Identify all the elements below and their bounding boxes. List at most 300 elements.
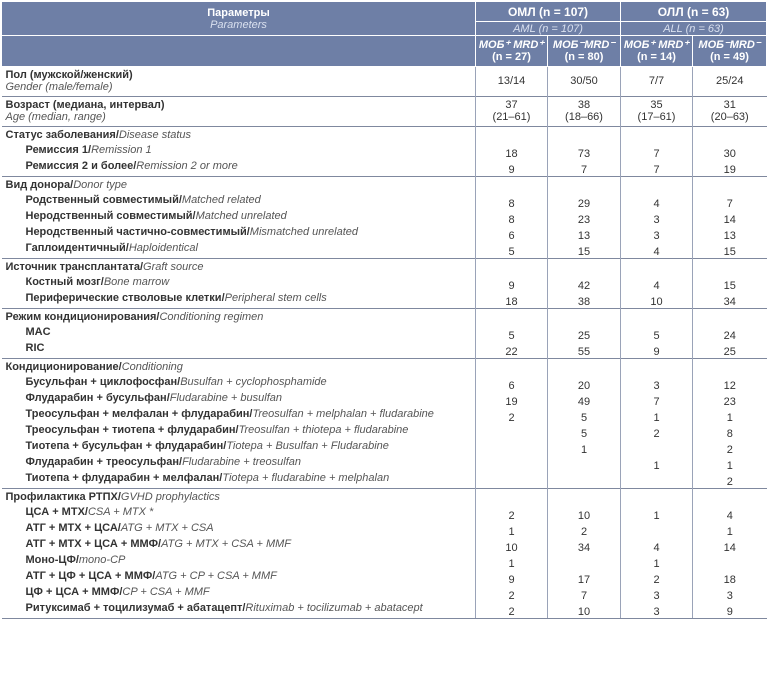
cell-value: 13 [723,230,736,242]
row-label-ru: ЦФ + ЦСА + ММФ/ [25,586,123,598]
table-cell [621,127,693,145]
table-cell [476,144,548,160]
table-cell [476,538,548,554]
table-cell [693,538,767,554]
table-row [2,408,767,424]
row-label-en: Peripheral stem cells [224,292,327,304]
aml-header [476,2,621,22]
table-row [2,538,767,554]
row-label [2,342,476,359]
table-cell [693,489,767,507]
table-cell [621,554,693,570]
cell-value: 35 [650,99,663,111]
table-group-row [2,127,767,145]
table-cell [621,160,693,177]
row-label-ru: Тиотепа + флударабин + мелфалан/ [25,472,223,484]
table-cell [548,376,621,392]
table-cell [693,392,767,408]
row-label-ru: Тиотепа + бусульфан + флударабин/ [25,440,227,452]
col-aml-mrd-pos [476,36,548,67]
row-label [2,242,476,259]
cell-value: 7/7 [648,75,665,87]
row-label-ru: Ремиссия 1/ [25,144,92,156]
cell-value-range: (17–61) [637,111,676,123]
col-all-mrd-neg-l1: МОБ⁻MRD⁻ [698,39,761,51]
table-cell [476,359,548,377]
table-cell [548,127,621,145]
table-cell [621,424,693,440]
table-row [2,242,767,259]
table-row [2,342,767,359]
row-label [2,586,476,602]
table-cell [693,554,767,570]
col-aml-mrd-neg-l2: (n = 80) [564,51,604,63]
table-cell [621,392,693,408]
cell-value: 1 [726,460,733,472]
cell-value: 3 [653,606,660,618]
table-group-row [2,489,767,507]
cell-value: 5 [580,412,588,424]
row-label-ru: Треосульфан + мелфалан + флударабин/ [25,408,253,420]
cell-value: 19 [505,396,518,408]
table-cell [548,309,621,327]
table-cell [621,570,693,586]
table-cell [476,127,548,145]
cell-value: 10 [650,296,663,308]
table-cell [476,292,548,309]
cell-value: 13/14 [497,75,526,87]
cell-value: 1 [653,558,660,570]
table-row [2,392,767,408]
table-row [2,570,767,586]
table-cell [548,538,621,554]
cell-value: 7 [653,148,660,160]
cell-value: 73 [577,148,591,160]
cell-value: 30/50 [570,75,598,87]
cell-value: 23 [723,396,736,408]
table-cell [621,359,693,377]
table-cell [693,506,767,522]
cell-value: 5 [508,330,515,342]
row-label-en: Disease status [118,129,192,141]
row-label [2,309,476,327]
row-label-en: Remission 2 or more [136,160,238,172]
table-cell [476,440,548,456]
cell-value: 18 [505,148,518,160]
parameters-header-en: Parameters [210,18,267,31]
table-cell [548,194,621,210]
table-row [2,506,767,522]
table-cell [548,440,621,456]
table-cell [621,67,693,97]
table-cell [621,472,693,489]
table-cell [548,67,621,97]
col-aml-mrd-pos-l1: МОБ⁺ MRD⁺ [478,39,545,51]
table-cell [621,177,693,195]
row-label-ru: Родственный совместимый/ [25,194,182,206]
cell-value: 2 [653,428,660,440]
table-cell [476,376,548,392]
table-cell [548,570,621,586]
all-header [621,2,767,22]
table-cell [621,276,693,292]
cell-value: 17 [577,574,591,586]
cell-value: 1 [726,526,733,538]
table-cell [693,194,767,210]
row-label-en: CP + CSA + MMF [122,586,210,598]
table-cell [693,570,767,586]
row-label [2,226,476,242]
row-label [2,408,476,424]
table-row [2,602,767,619]
cell-value: 12 [723,380,736,392]
table-cell [548,259,621,277]
table-cell [476,408,548,424]
row-label-ru: АТГ + МТХ + ЦСА/ [25,522,121,534]
table-cell [476,586,548,602]
table-cell [476,177,548,195]
cell-value: 38 [577,99,591,111]
table-cell [476,602,548,619]
row-label-ru: Периферические стволовые клетки/ [25,292,225,304]
table-cell [548,342,621,359]
cell-value: 7 [653,396,660,408]
table-cell [476,522,548,538]
row-label-ru: Гаплоидентичный/ [25,242,129,254]
table-cell [693,522,767,538]
table-cell [693,376,767,392]
cell-value: 9 [726,606,733,618]
row-label-ru: АТГ + ЦФ + ЦСА + ММФ/ [25,570,156,582]
row-label [2,440,476,456]
cell-value: 10 [505,542,518,554]
cell-value: 13 [577,230,591,242]
row-label [2,97,476,127]
cell-value: 34 [577,542,591,554]
table-row [2,194,767,210]
table-cell [548,326,621,342]
table-cell [476,160,548,177]
table-cell [693,160,767,177]
cell-value: 7 [726,198,733,210]
cell-value: 25/24 [716,75,744,87]
cell-value: 1 [653,460,660,472]
cell-value: 9 [508,280,515,292]
cell-value: 2 [508,412,515,424]
row-label [2,127,476,145]
table-cell [548,424,621,440]
table-cell [476,67,548,97]
table-cell [476,309,548,327]
table-cell [621,586,693,602]
row-label-en: Graft source [143,261,204,273]
cell-value: 2 [726,476,733,488]
table-cell [548,144,621,160]
cell-value: 31 [723,99,736,111]
row-label-en: Tiotepa + Busulfan + Fludarabine [226,440,389,452]
cell-value: 1 [580,444,588,456]
cell-value: 22 [505,346,518,358]
cell-value: 2 [508,590,515,602]
row-label [2,359,476,377]
row-label [2,554,476,570]
row-label-ru: Неродственный совместимый/ [25,210,196,222]
table-cell [476,489,548,507]
table-row [2,456,767,472]
row-label-ru: Моно-ЦФ/ [25,554,79,566]
cell-value: 2 [508,510,515,522]
cell-value: 9 [653,346,660,358]
cell-value: 9 [508,164,515,176]
table-group-row [2,177,767,195]
row-label [2,326,476,342]
row-label [2,292,476,309]
table-row [2,292,767,309]
row-label-ru: Флударабин + бусульфан/ [25,392,170,404]
col-all-mrd-neg-l2: (n = 49) [710,51,749,63]
table-row [2,276,767,292]
table-cell [476,242,548,259]
row-label-en: ATG + CP + CSA + MMF [155,570,277,582]
table-cell [621,408,693,424]
cell-value: 34 [723,296,736,308]
table-cell [476,392,548,408]
parameters-subheader-blank [2,36,476,67]
table-row [2,424,767,440]
row-label-en: Conditioning regimen [159,311,264,323]
cell-value-range: (18–66) [565,111,603,123]
table-cell [548,292,621,309]
cell-value: 4 [653,542,660,554]
cell-value: 3 [653,230,660,242]
cell-value: 18 [723,574,736,586]
row-label-en: GVHD prophylactics [120,491,220,503]
table-cell [693,226,767,242]
row-label-en: Treosulfan + thiotepa + fludarabine [238,424,409,436]
cell-value: 19 [723,164,736,176]
cell-value: 5 [508,246,515,258]
cell-value: 20 [577,380,591,392]
table-cell [476,506,548,522]
table-cell [548,554,621,570]
table-cell [621,376,693,392]
row-label [2,538,476,554]
table-group-row [2,97,767,127]
table-cell [476,342,548,359]
row-label-ru: Профилактика РТПХ/ [5,491,121,503]
row-label-en: Fludarabine + treosulfan [182,456,301,468]
row-label-en: Donor type [73,179,128,191]
row-label [2,276,476,292]
cell-value: 55 [577,346,591,358]
table-cell [693,359,767,377]
parameters-header-ru: Параметры [207,6,270,19]
table-cell [548,242,621,259]
table-cell [621,538,693,554]
row-label-en: Fludarabine + busulfan [169,392,282,404]
table-cell [621,456,693,472]
table-cell [621,226,693,242]
row-label-en: Conditioning [121,361,183,373]
cell-value-range: (21–61) [492,111,531,123]
table-cell [693,259,767,277]
table-cell [693,342,767,359]
table-cell [621,602,693,619]
table-cell [693,177,767,195]
table-cell [693,326,767,342]
row-label-ru: Бусульфан + циклофосфан/ [25,376,181,388]
cell-value: 3 [653,590,660,602]
table-cell [476,276,548,292]
cell-value: 38 [577,296,591,308]
table-cell [476,570,548,586]
table-row [2,440,767,456]
table-cell [476,456,548,472]
table-cell [476,194,548,210]
table-cell [693,440,767,456]
cell-value: 6 [508,380,515,392]
table-cell [621,194,693,210]
table-row [2,522,767,538]
row-label [2,160,476,177]
table-cell [693,309,767,327]
row-label-ru: Возраст (медиана, интервал) [5,99,165,111]
table-cell [621,522,693,538]
cell-value: 2 [508,606,515,618]
row-label-ru: Неродственный частично-совместимый/ [25,226,250,238]
table-cell [548,392,621,408]
col-aml-mrd-neg [548,36,621,67]
cell-value: 3 [653,380,660,392]
row-label-ru: MAC [25,326,51,338]
row-label [2,424,476,440]
cell-value: 25 [723,346,736,358]
row-label-en: Tiotepa + fludarabine + melphalan [222,472,390,484]
cell-value: 1 [508,526,515,538]
table-cell [621,144,693,160]
table-row [2,160,767,177]
cell-value: 14 [723,542,736,554]
table-cell [621,242,693,259]
cell-value: 7 [580,164,588,176]
table-cell [476,472,548,489]
cell-value: 15 [577,246,591,258]
row-label [2,67,476,97]
row-label-en: mono-CP [78,554,126,566]
cell-value: 29 [577,198,591,210]
all-header-ru: ОЛЛ (n = 63) [657,4,730,19]
row-label-en: Mismatched unrelated [249,226,359,238]
row-label [2,506,476,522]
table-cell [548,472,621,489]
row-label-en: Gender (male/female) [5,81,113,93]
table-cell [621,506,693,522]
cell-value: 4 [726,510,733,522]
cell-value: 4 [653,280,660,292]
col-aml-mrd-pos-l2: (n = 27) [492,51,531,63]
cell-value: 2 [580,526,588,538]
cell-value: 10 [577,606,591,618]
row-label-ru: Статус заболевания/ [5,129,119,141]
row-label [2,392,476,408]
table-cell [548,522,621,538]
aml-header-ru: ОМЛ (n = 107) [507,4,589,19]
table-cell [476,226,548,242]
cell-value: 25 [577,330,591,342]
table-cell [621,440,693,456]
row-label-en: Bone marrow [103,276,170,288]
cell-value: 4 [653,246,660,258]
row-label [2,602,476,619]
table-row [2,210,767,226]
col-all-mrd-pos-l1: МОБ⁺ MRD⁺ [623,39,690,51]
row-label [2,456,476,472]
table-cell [693,602,767,619]
patient-characteristics-table [1,1,767,619]
cell-value: 3 [726,590,733,602]
table-cell [621,259,693,277]
table-cell [476,326,548,342]
table-cell [693,276,767,292]
table-cell [693,472,767,489]
table-cell [693,127,767,145]
table-cell [548,408,621,424]
table-cell [548,489,621,507]
row-label-ru: Ремиссия 2 и более/ [25,160,137,172]
col-aml-mrd-neg-l1: МОБ⁻MRD⁻ [552,39,616,51]
row-label [2,144,476,160]
table-cell [621,292,693,309]
row-label [2,194,476,210]
row-label-ru: Кондиционирование/ [5,361,122,373]
cell-value: 42 [577,280,591,292]
table-cell [621,489,693,507]
cell-value: 1 [653,412,660,424]
row-label-ru: ЦСА + МТХ/ [25,506,88,518]
cell-value: 23 [577,214,591,226]
row-label-en: ATG + MTX + CSA + MMF [161,538,291,550]
cell-value: 14 [723,214,736,226]
table-cell [476,554,548,570]
parameters-header [2,2,476,36]
row-label-en: Busulfan + cyclophosphamide [180,376,327,388]
cell-value: 8 [508,214,515,226]
row-label-en: Haploidentical [128,242,198,254]
table-cell [693,456,767,472]
row-label-ru: АТГ + МТХ + ЦСА + ММФ/ [25,538,162,550]
table-cell [548,226,621,242]
cell-value: 2 [653,574,660,586]
table-cell [548,276,621,292]
table-cell [476,259,548,277]
cell-value: 49 [577,396,591,408]
table-cell [548,359,621,377]
table-cell [693,424,767,440]
cell-value: 8 [508,198,515,210]
table-cell [476,424,548,440]
table-cell [548,177,621,195]
table-row [2,472,767,489]
table-row [2,326,767,342]
table-row [2,144,767,160]
row-label-ru: Флударабин + треосульфан/ [25,456,183,468]
table-cell [476,210,548,226]
table-cell [693,97,767,127]
row-label [2,376,476,392]
table-row [2,376,767,392]
row-label-ru: Костный мозг/ [25,276,104,288]
table-cell [548,97,621,127]
